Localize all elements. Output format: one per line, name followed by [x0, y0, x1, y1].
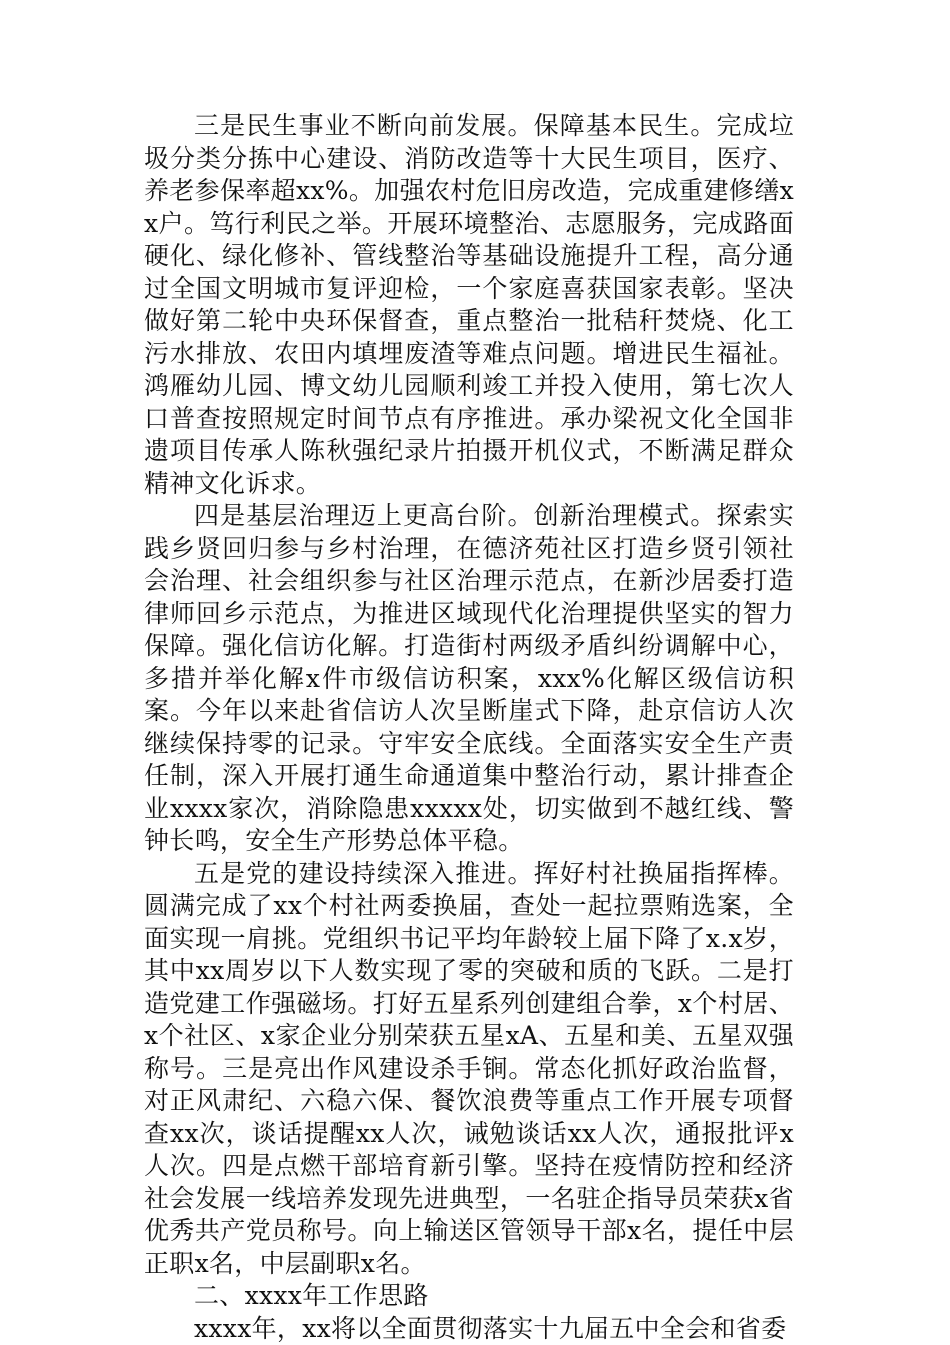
- document-page: [144, 110, 794, 1345]
- paragraph-governance: 四是基层治理迈上更高台阶。创新治理模式。探索实践乡贤回归参与乡村治理，在德济苑社区打造乡贤引领社会治理、社会组织参与社区治理示范点，在新沙居委打造律师回乡示范点，为推进区域现代化治理提供坚实的智力保障。强化信访化解。打造街村两级矛盾纠纷调解中心，多措并举化解x件市级信访积案，xxx%化解区级信访积案。今年以来赴省信访人次呈断崖式下降，赴京信访人次继续保持零的记录。守牢安全底线。全面落实安全生产责任制，深入开展打通生命通道集中整治行动，累计排查企业xxxx家次，消除隐患xxxxx处，切实做到不越红线、警钟长鸣，安全生产形势总体平稳。: [144, 500, 794, 858]
- paragraph-work-plan: xxxx年，xx将以全面贯彻落实十九届五中全会和省委: [144, 1313, 794, 1345]
- section-heading: 二、xxxx年工作思路: [144, 1280, 794, 1313]
- paragraph-livelihood: 三是民生事业不断向前发展。保障基本民生。完成垃圾分类分拣中心建设、消防改造等十大民生项目，医疗、养老参保率超xx%。加强农村危旧房改造，完成重建修缮xx户。笃行利民之举。开展环境整治、志愿服务，完成路面硬化、绿化修补、管线整治等基础设施提升工程，高分通过全国文明城市复评迎检，一个家庭喜获国家表彰。坚决做好第二轮中央环保督查，重点整治一批秸秆焚烧、化工污水排放、农田内填埋废渣等难点问题。增进民生福祉。鸿雁幼儿园、博文幼儿园顺利竣工并投入使用，第七次人口普查按照规定时间节点有序推进。承办梁祝文化全国非遗项目传承人陈秋强纪录片拍摄开机仪式，不断满足群众精神文化诉求。: [144, 110, 794, 500]
- paragraph-party-building: 五是党的建设持续深入推进。挥好村社换届指挥棒。圆满完成了xx个村社两委换届，查处一起拉票贿选案，全面实现一肩挑。党组织书记平均年龄较上届下降了x.x岁，其中xx周岁以下人数实现了零的突破和质的飞跃。二是打造党建工作强磁场。打好五星系列创建组合拳，x个村居、x个社区、x家企业分别荣获五星xA、五星和美、五星双强称号。三是亮出作风建设杀手锏。常态化抓好政治监督，对正风肃纪、六稳六保、餐饮浪费等重点工作开展专项督查xx次，谈话提醒xx人次，诫勉谈话xx人次，通报批评x人次。四是点燃干部培育新引擎。坚持在疫情防控和经济社会发展一线培养发现先进典型，一名驻企指导员荣获x省优秀共产党员称号。向上输送区管领导干部x名，提任中层正职x名，中层副职x名。: [144, 858, 794, 1281]
